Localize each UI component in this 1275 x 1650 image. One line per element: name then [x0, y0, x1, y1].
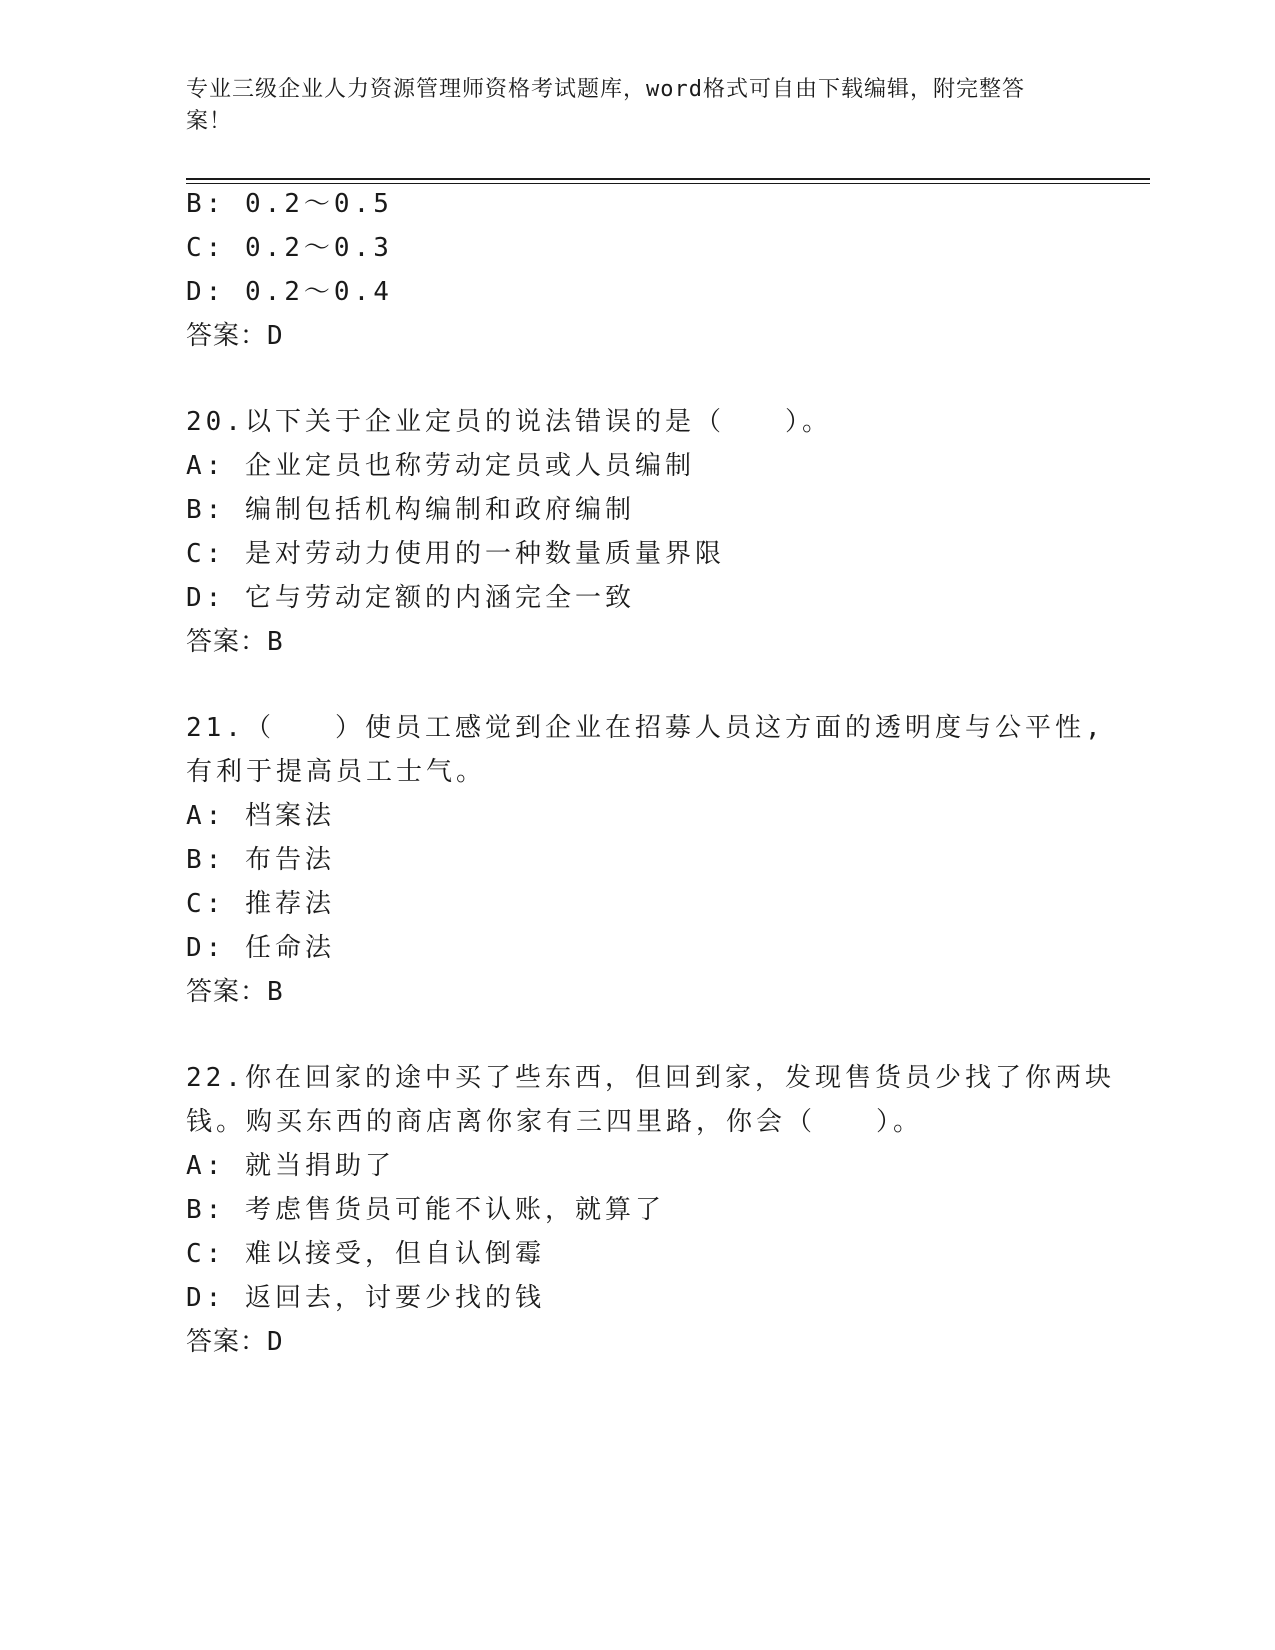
header-rule-thick	[186, 178, 1150, 180]
page-header: 专业三级企业人力资源管理师资格考试题库，word格式可自由下载编辑，附完整答案！	[186, 77, 1025, 134]
q21-option-a: A: 档案法	[186, 801, 335, 831]
q22-option-b: B: 考虑售货员可能不认账，就算了	[186, 1195, 665, 1225]
q22-option-a: A: 就当捐助了	[186, 1151, 395, 1181]
q20-option-c: C: 是对劳动力使用的一种数量质量界限	[186, 539, 725, 569]
q20-answer: 答案：B	[186, 627, 284, 657]
q20-stem: 20.以下关于企业定员的说法错误的是（ ）。	[186, 407, 832, 437]
q22-answer: 答案：D	[186, 1327, 284, 1357]
prev-option-d: D: 0.2～0.4	[186, 277, 393, 307]
q21-option-b: B: 布告法	[186, 845, 335, 875]
q21-option-d: D: 任命法	[186, 933, 335, 963]
q22-stem-line2: 钱。购买东西的商店离你家有三四里路，你会（ ）。	[186, 1107, 924, 1137]
q21-stem-line1: 21.（ ）使员工感觉到企业在招募人员这方面的透明度与公平性,	[186, 713, 1105, 743]
prev-answer: 答案：D	[186, 321, 284, 351]
q22-stem-line1: 22.你在回家的途中买了些东西，但回到家，发现售货员少找了你两块	[186, 1063, 1115, 1093]
q20-option-b: B: 编制包括机构编制和政府编制	[186, 495, 635, 525]
prev-option-b: B: 0.2～0.5	[186, 189, 393, 219]
header-rule-thin	[186, 183, 1150, 184]
q21-stem-line2: 有利于提高员工士气。	[186, 757, 487, 787]
q20-option-a: A: 企业定员也称劳动定员或人员编制	[186, 451, 695, 481]
q22-option-d: D: 返回去，讨要少找的钱	[186, 1283, 545, 1313]
q22-option-c: C: 难以接受，但自认倒霉	[186, 1239, 545, 1269]
q21-option-c: C: 推荐法	[186, 889, 335, 919]
q20-option-d: D: 它与劳动定额的内涵完全一致	[186, 583, 635, 613]
prev-option-c: C: 0.2～0.3	[186, 233, 393, 263]
q21-answer: 答案：B	[186, 977, 284, 1007]
